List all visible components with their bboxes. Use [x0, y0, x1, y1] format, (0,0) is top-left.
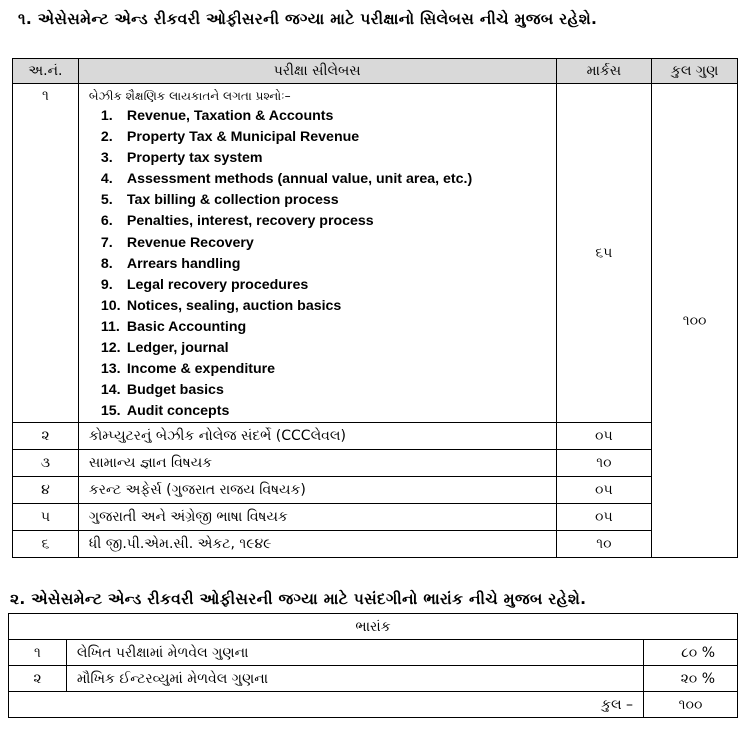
row-subject: કોમ્પ્યુટરનું બેઝીક નોલેજ સંદર્ભે (CCCલેવલ)	[78, 423, 556, 450]
row-sr: ૫	[13, 504, 79, 531]
row-sr: ૬	[13, 531, 79, 558]
list-item	[79, 211, 556, 232]
list-item-number: 9.	[100, 276, 113, 293]
basic-questions-title: બેઝીક શૈક્ષણિક લાયકાતને લગતા પ્રશ્નોઃ–	[88, 89, 291, 103]
list-item-text: Income & expenditure	[126, 361, 276, 378]
list-item-text: Ledger, journal	[126, 340, 229, 357]
table-row	[13, 504, 738, 531]
list-item	[79, 169, 556, 190]
list-item	[79, 380, 556, 401]
list-item-text: Audit concepts	[126, 403, 230, 420]
section1-heading: ૧. એસેસમેન્ટ એન્ડ રીકવરી ઓફીસરની જગ્યા માટે પરીક્ષાનો સિલેબસ નીચે મુજબ રહેશે.	[18, 10, 598, 28]
row-sr: ૧	[9, 640, 67, 666]
row-subject: ધી જી.પી.એમ.સી. એકટ, ૧૯૪૯	[78, 531, 556, 558]
list-item-text: Tax billing & collection process	[126, 192, 339, 209]
list-item-text: Legal recovery procedures	[126, 276, 309, 293]
syllabus-table	[12, 58, 738, 558]
section2-heading: ૨. એસેસમેન્ટ એન્ડ રીકવરી ઓફીસરની જગ્યા માટે પસંદગીનો ભારાંક નીચે મુજબ રહેશે.	[10, 590, 587, 608]
row-label: મૌખિક ઈન્ટરવ્યુમાં મેળવેલ ગુણના	[66, 666, 643, 692]
total-value: ૧૦૦	[644, 692, 738, 718]
list-item-number: 3.	[100, 150, 113, 167]
list-item	[79, 275, 556, 296]
row-marks: ૧૦	[556, 450, 652, 477]
list-item	[79, 401, 556, 422]
list-item-number: 7.	[100, 234, 113, 251]
table-row	[13, 531, 738, 558]
header-syllabus: પરીક્ષા સીલેબસ	[78, 59, 556, 84]
list-item-text: Budget basics	[126, 382, 224, 399]
total-marks: ૧૦૦	[652, 84, 738, 558]
list-item-text: Revenue, Taxation & Accounts	[126, 108, 334, 124]
row-marks: ૦૫	[556, 423, 652, 450]
row-marks: ૦૫	[556, 477, 652, 504]
list-item-number: 5.	[100, 192, 113, 209]
weightage-total-row	[9, 692, 738, 718]
list-item-number: 6.	[100, 213, 113, 230]
list-item	[79, 233, 556, 254]
list-item	[79, 148, 556, 169]
row-subject: ગુજરાતી અને અંગ્રેજી ભાષા વિષયક	[78, 504, 556, 531]
list-item-number: 8.	[100, 255, 113, 272]
table-row	[9, 640, 738, 666]
row-sr: ૨	[13, 423, 79, 450]
list-item-text: Arrears handling	[126, 255, 241, 272]
row-marks: ૧૦	[556, 531, 652, 558]
list-item-number: 4.	[100, 171, 113, 188]
list-item-text: Property Tax & Municipal Revenue	[126, 129, 360, 146]
list-item-number: 10.	[100, 297, 121, 314]
list-item	[79, 254, 556, 275]
list-item-text: Basic Accounting	[126, 318, 247, 335]
list-item	[79, 296, 556, 317]
list-item	[79, 359, 556, 380]
row-value: ૨૦ %	[644, 666, 738, 692]
row-sr: ૧	[13, 84, 79, 423]
header-marks: માર્કસ	[556, 59, 652, 84]
row-marks: ૬૫	[556, 84, 652, 423]
header-total: કુલ ગુણ	[652, 59, 738, 84]
row-sr: ૩	[13, 450, 79, 477]
table-row	[13, 84, 738, 423]
list-item-text: Assessment methods (annual value, unit area, etc.)	[126, 171, 473, 188]
table-row	[9, 666, 738, 692]
header-sr: અ.નં.	[13, 59, 79, 84]
row-subject: કરન્ટ અફેર્સ (ગુજરાત રાજય વિષયક)	[78, 477, 556, 504]
list-item-text: Property tax system	[126, 150, 263, 167]
row-subject: સામાન્ય જ્ઞાન વિષયક	[78, 450, 556, 477]
list-item-text: Notices, sealing, auction basics	[126, 297, 342, 314]
topic-list	[79, 106, 556, 422]
row-label: લેખિત પરીક્ષામાં મેળવેલ ગુણના	[66, 640, 643, 666]
row-sr: ૪	[13, 477, 79, 504]
list-item-number: 15.	[100, 403, 121, 420]
syllabus-header-row	[13, 59, 738, 84]
list-item-number: 13.	[100, 361, 121, 378]
list-item	[79, 190, 556, 211]
list-item-number: 11.	[100, 318, 120, 335]
list-item	[79, 317, 556, 338]
weightage-header: ભારાંક	[9, 614, 738, 640]
row-sr: ૨	[9, 666, 67, 692]
list-item-text: Penalties, interest, recovery process	[126, 213, 374, 230]
list-item-number: 14.	[100, 382, 121, 399]
table-row	[13, 423, 738, 450]
list-item	[79, 338, 556, 359]
list-item-number: 1.	[100, 108, 113, 124]
total-label: કુલ –	[9, 692, 644, 718]
list-item-number: 12.	[100, 340, 121, 357]
list-item-number: 2.	[100, 129, 113, 146]
weightage-header-row	[9, 614, 738, 640]
weightage-table	[8, 613, 738, 718]
row-marks: ૦૫	[556, 504, 652, 531]
table-row	[13, 477, 738, 504]
row-value: ૮૦ %	[644, 640, 738, 666]
row-syllabus	[78, 84, 556, 423]
list-item	[79, 127, 556, 148]
list-item-text: Revenue Recovery	[126, 234, 254, 251]
list-item	[79, 106, 556, 127]
table-row	[13, 450, 738, 477]
